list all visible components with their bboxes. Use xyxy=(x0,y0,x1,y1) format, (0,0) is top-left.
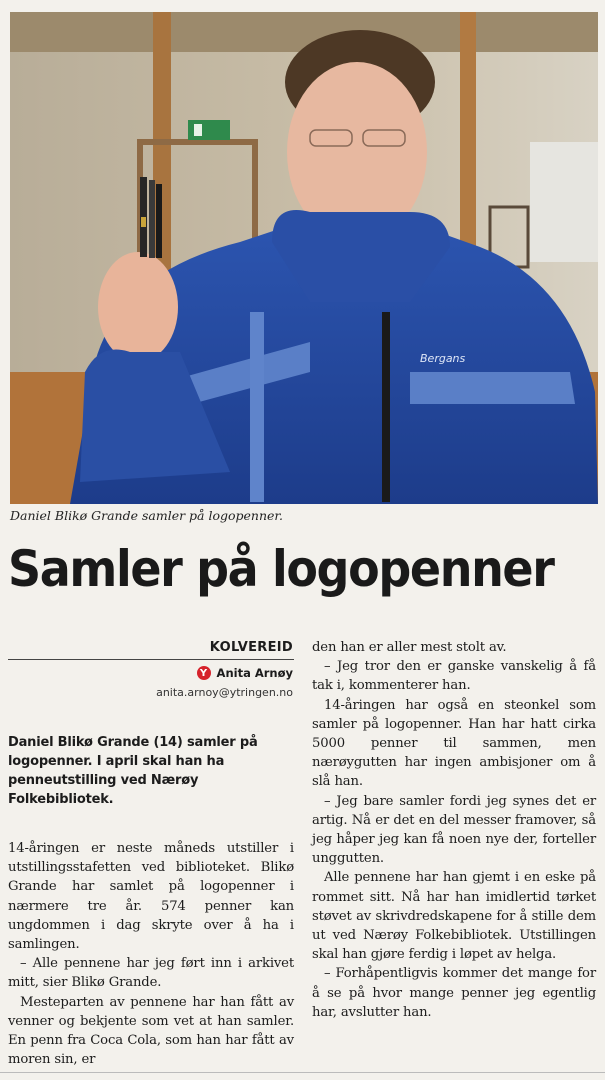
paragraph: 14-åringen er neste måneds utstiller i utstillingsstafetten ved biblioteket. Blikø Grande har samlet på logopenner i nærmere tre år. 574 penner kan ungdommen i dag skryte over å ha i samlingen. xyxy=(8,841,294,953)
paragraph: Alle pennene har han gjemt i en eske på rommet sitt. Nå har han imidlertid tørket støvet av skrivdredskapene for å stille dem ut ved Nærøy Folkebibliotek. Utstillingen skal han gjøre ferdig i løpet av helga. xyxy=(312,870,596,963)
paragraph: – Alle pennene har jeg ført inn i arkivet mitt, sier Blikø Grande. xyxy=(8,956,294,991)
author-byline xyxy=(197,666,293,680)
article-column-left xyxy=(8,733,294,1069)
article-column-right xyxy=(312,638,596,1022)
dateline-location: KOLVEREID xyxy=(209,640,293,655)
paragraph: – Forhåpentligvis kommer det mange for å se på hvor mange penner jeg egentlig har, avslutter han. xyxy=(312,966,596,1020)
paragraph: 14-åringen har også en steonkel som samler på logopenner. Han har hatt cirka 5000 penner til sammen, men nærøygutten har ingen ambisjoner om å slå han. xyxy=(312,697,596,790)
photo-illustration xyxy=(10,12,598,504)
body-text-right xyxy=(312,638,596,1022)
article-photo xyxy=(10,12,598,504)
jacket-logo: Bergans xyxy=(420,352,466,365)
body-text-left xyxy=(8,839,294,1069)
paragraph: den han er aller mest stolt av. xyxy=(312,640,507,655)
article-lead: Daniel Blikø Grande (14) samler på logopenner. I april skal han ha penneutstilling ved Nærøy Folkebibliotek. xyxy=(8,735,258,807)
newspaper-logo-icon: Y xyxy=(197,666,211,680)
page-bottom-divider xyxy=(0,1072,605,1073)
paragraph: – Jeg tror den er ganske vanskelig å få tak i, kommenterer han. xyxy=(312,659,596,694)
author-name: Anita Arnøy xyxy=(216,666,293,680)
paragraph: – Jeg bare samler fordi jeg synes det er artig. Nå er det en del messer framover, så jeg håper jeg kan få noen nye der, forteller unggutten. xyxy=(312,793,596,867)
photo-caption: Daniel Blikø Grande samler på logopenner. xyxy=(10,508,283,523)
paragraph: Mesteparten av pennene har han fått av venner og bekjente som vet at han samler. En penn fra Coca Cola, som han har fått av moren sin, er xyxy=(8,994,294,1068)
byline-divider xyxy=(8,659,294,660)
author-email[interactable]: anita.arnoy@ytringen.no xyxy=(156,686,293,699)
article-headline: Samler på logopenner xyxy=(8,540,554,598)
